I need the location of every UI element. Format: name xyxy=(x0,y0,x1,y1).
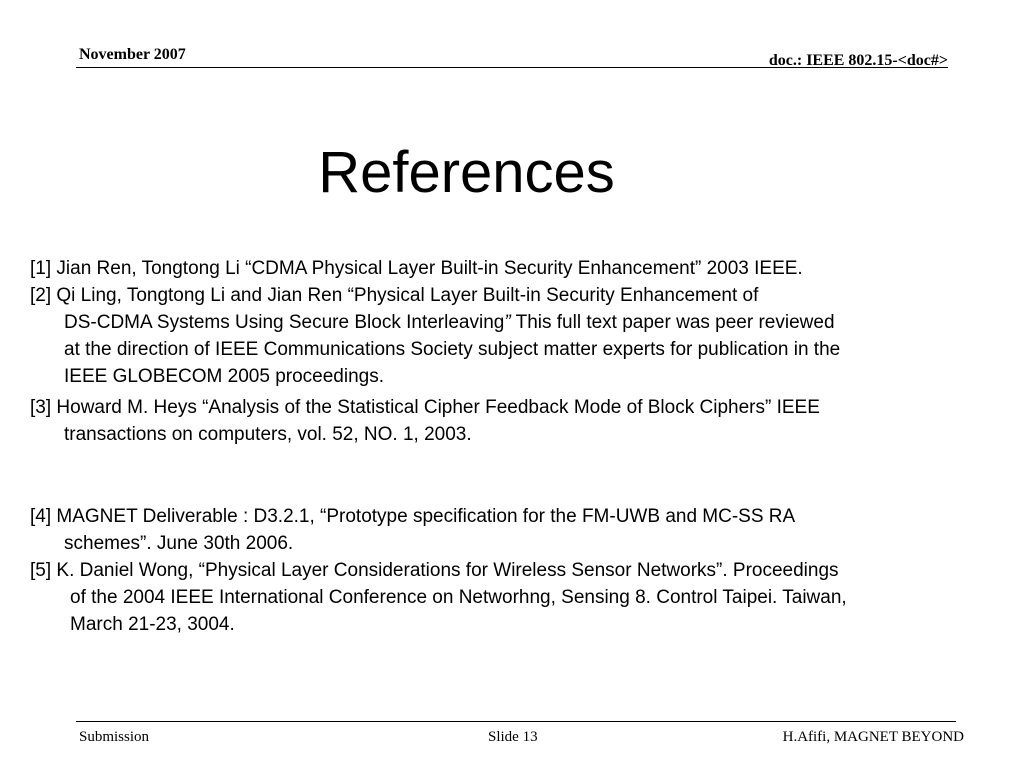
reference-2-line-3: at the direction of IEEE Communications Society subject matter experts for publication in the xyxy=(64,339,841,360)
reference-4 xyxy=(30,503,795,557)
reference-2-line-1: [2] Qi Ling, Tongtong Li and Jian Ren “Physical Layer Built-in Security Enhancement of xyxy=(30,285,759,306)
footer-slide-number: Slide 13 xyxy=(488,729,538,745)
reference-5-line-3: March 21-23, 3004. xyxy=(70,614,235,635)
reference-4-line-1: [4] MAGNET Deliverable : D3.2.1, “Prototype specification for the FM-UWB and MC-SS RA xyxy=(30,506,796,527)
reference-2-line-4: IEEE GLOBECOM 2005 proceedings. xyxy=(64,366,384,387)
reference-5-line-2: of the 2004 IEEE International Conference on Networhng, Sensing 8. Control Taipei. Taiwan, xyxy=(70,587,847,608)
reference-3-line-2: transactions on computers, vol. 52, NO. 1, 2003. xyxy=(64,424,472,445)
reference-3 xyxy=(30,394,820,448)
reference-5-line-1: [5] K. Daniel Wong, “Physical Layer Considerations for Wireless Sensor Networks”. Proceedings xyxy=(30,560,839,581)
reference-2-closing-quote: ” xyxy=(504,312,511,333)
slide-title: References xyxy=(318,140,615,205)
reference-2-line-2-title-end: DS-CDMA Systems Using Secure Block Interleaving xyxy=(64,312,505,333)
reference-1-line-1: [1] Jian Ren, Tongtong Li “CDMA Physical Layer Built-in Security Enhancement” 2003 IEEE. xyxy=(30,258,803,279)
reference-4-line-2: schemes”. June 30th 2006. xyxy=(64,533,294,554)
header-date: November 2007 xyxy=(79,46,186,63)
reference-1 xyxy=(30,255,803,282)
footer-submission: Submission xyxy=(79,729,150,745)
reference-5 xyxy=(30,557,847,638)
header-doc-id: doc.: IEEE 802.15-<doc#> xyxy=(768,52,948,69)
reference-2 xyxy=(30,282,840,390)
reference-3-line-1: [3] Howard M. Heys “Analysis of the Statistical Cipher Feedback Mode of Block Ciphers” IEEE xyxy=(30,397,820,418)
reference-2-line-2-rest: This full text paper was peer reviewed xyxy=(510,312,835,333)
footer-divider xyxy=(76,721,956,722)
reference-2-line-2 xyxy=(30,309,840,336)
header-divider xyxy=(76,67,948,68)
footer-author: H.Afifi, MAGNET BEYOND xyxy=(782,729,964,745)
